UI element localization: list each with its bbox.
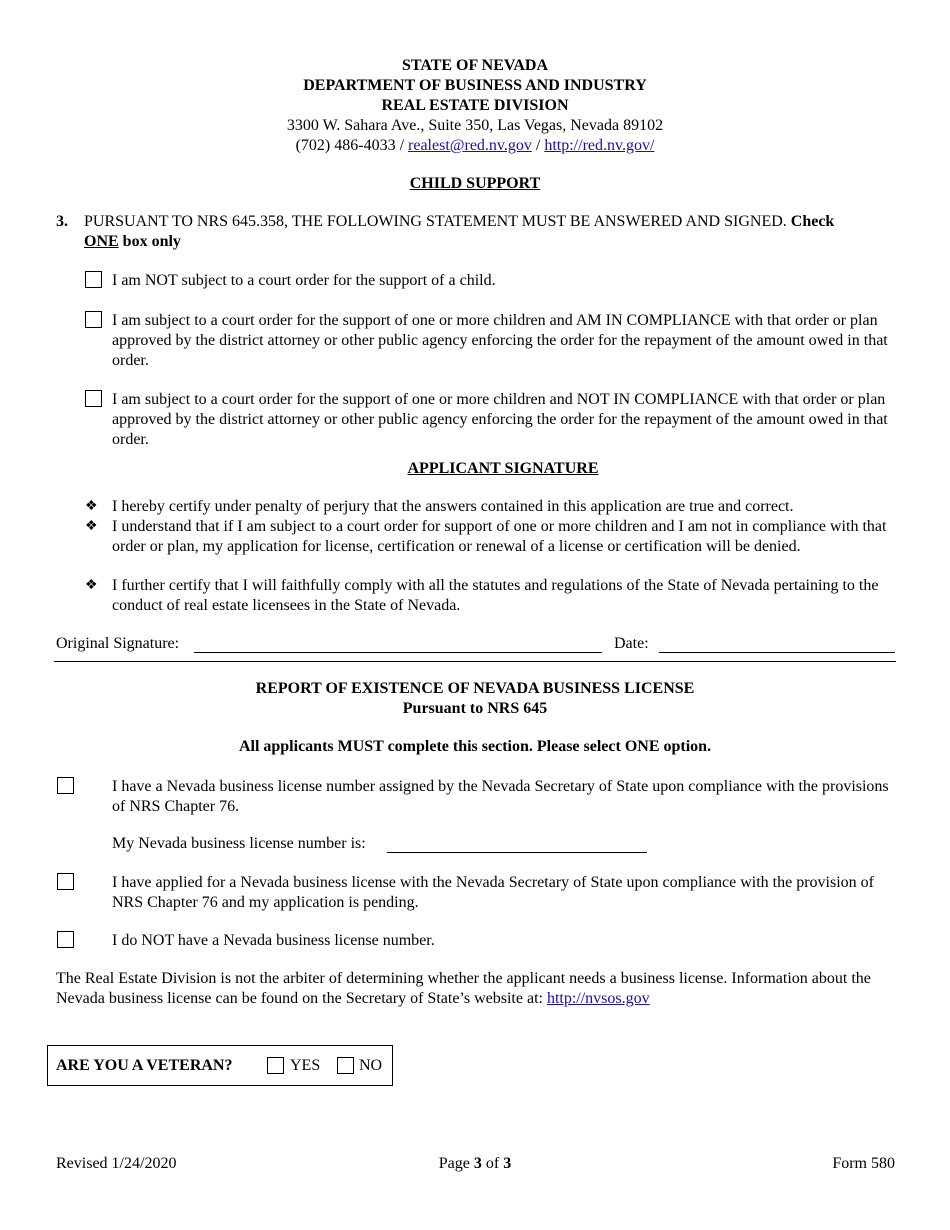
certify-bullet-3: I further certify that I will faithfully comply with all the statutes and regulations of the State of Nevada pertaining to the conduct of real estate licensees in the State of Nevada.	[112, 577, 879, 614]
question-number: 3.	[56, 213, 68, 230]
certify-bullet-1: I hereby certify under penalty of perjury that the answers contained in this application are true and correct.	[112, 498, 794, 515]
business-option-2-checkbox[interactable]	[57, 873, 74, 890]
note-text: The Real Estate Division is not the arbiter of determining whether the applicant needs a business license. Information about the Nevada business license can be found on the Secretary of State’s website at:	[56, 970, 871, 1007]
license-number-label: My Nevada business license number is:	[112, 835, 366, 852]
veteran-yes-label: YES	[290, 1057, 321, 1074]
business-option-2: I have applied for a Nevada business license with the Nevada Secretary of State upon compliance with the provision of NRS Chapter 76 and my application is pending.	[112, 874, 874, 911]
child-support-question	[84, 212, 914, 252]
phone: (702) 486-4033	[295, 137, 396, 154]
question-tail: box only	[118, 233, 181, 250]
child-support-option-2-checkbox[interactable]	[85, 311, 102, 328]
business-option-3-checkbox[interactable]	[57, 931, 74, 948]
signature-line[interactable]	[194, 652, 602, 653]
veteran-no-checkbox[interactable]	[337, 1057, 354, 1074]
section-divider	[54, 661, 896, 662]
child-support-option-2: I am subject to a court order for the support of one or more children and AM IN COMPLIANCE with that order or plan approved by the district attorney or other public agency enforcing the order for the repayment of the amount owed in that order.	[112, 312, 888, 369]
child-support-option-3: I am subject to a court order for the support of one or more children and NOT IN COMPLIANCE with that order or plan approved by the district attorney or other public agency enforcing the order for the repayment of the amount owed in that order.	[112, 391, 888, 448]
bullet-diamond-icon: ❖	[85, 499, 98, 514]
agency-department: DEPARTMENT OF BUSINESS AND INDUSTRY	[303, 77, 647, 94]
agency-state: STATE OF NEVADA	[401, 57, 549, 74]
form-number: Form 580	[832, 1155, 895, 1172]
business-license-subtitle: Pursuant to NRS 645	[402, 700, 548, 717]
email-link[interactable]: realest@red.nv.gov	[408, 137, 532, 154]
business-option-1: I have a Nevada business license number assigned by the Nevada Secretary of State upon compliance with the provisions of NRS Chapter 76.	[112, 778, 889, 815]
date-label: Date:	[614, 635, 649, 652]
page-word: Page	[438, 1155, 474, 1172]
total-pages: 3	[503, 1155, 512, 1172]
veteran-question: ARE YOU A VETERAN?	[56, 1057, 233, 1074]
bullet-diamond-icon: ❖	[85, 519, 98, 534]
of-word: of	[481, 1155, 504, 1172]
nvsos-link[interactable]: http://nvsos.gov	[546, 990, 650, 1007]
separator: /	[531, 137, 545, 154]
veteran-yes-checkbox[interactable]	[267, 1057, 284, 1074]
child-support-option-3-checkbox[interactable]	[85, 390, 102, 407]
certify-bullet-2: I understand that if I am subject to a court order for support of one or more children and I am not in compliance with that order or plan, my application for license, certification or renewal of a license or certification will be denied.	[112, 518, 887, 555]
agency-division: REAL ESTATE DIVISION	[381, 97, 569, 114]
business-license-note	[56, 969, 896, 1009]
business-license-title: REPORT OF EXISTENCE OF NEVADA BUSINESS LICENSE	[255, 680, 695, 697]
business-option-3: I do NOT have a Nevada business license number.	[112, 932, 435, 949]
revised-date: Revised 1/24/2020	[56, 1155, 177, 1172]
child-support-option-1: I am NOT subject to a court order for the support of a child.	[112, 272, 496, 289]
separator: /	[395, 137, 409, 154]
signature-title: APPLICANT SIGNATURE	[407, 460, 599, 477]
veteran-no-label: NO	[359, 1057, 383, 1074]
date-line[interactable]	[659, 652, 895, 653]
business-option-1-checkbox[interactable]	[57, 777, 74, 794]
bullet-diamond-icon: ❖	[85, 578, 98, 593]
question-text: PURSUANT TO NRS 645.358, THE FOLLOWING STATEMENT MUST BE ANSWERED AND SIGNED.	[84, 213, 791, 230]
question-check: Check	[790, 213, 835, 230]
child-support-option-1-checkbox[interactable]	[85, 271, 102, 288]
license-number-line[interactable]	[387, 852, 647, 853]
original-signature-label: Original Signature:	[56, 635, 180, 652]
current-page: 3	[473, 1155, 482, 1172]
business-license-instruction: All applicants MUST complete this section. Please select ONE option.	[238, 738, 712, 755]
page-number	[0, 1154, 950, 1174]
child-support-title: CHILD SUPPORT	[409, 175, 541, 192]
agency-contact	[0, 136, 950, 156]
website-link[interactable]: http://red.nv.gov/	[544, 137, 655, 154]
agency-address: 3300 W. Sahara Ave., Suite 350, Las Vegas, Nevada 89102	[286, 117, 664, 134]
question-one: ONE	[84, 233, 119, 250]
